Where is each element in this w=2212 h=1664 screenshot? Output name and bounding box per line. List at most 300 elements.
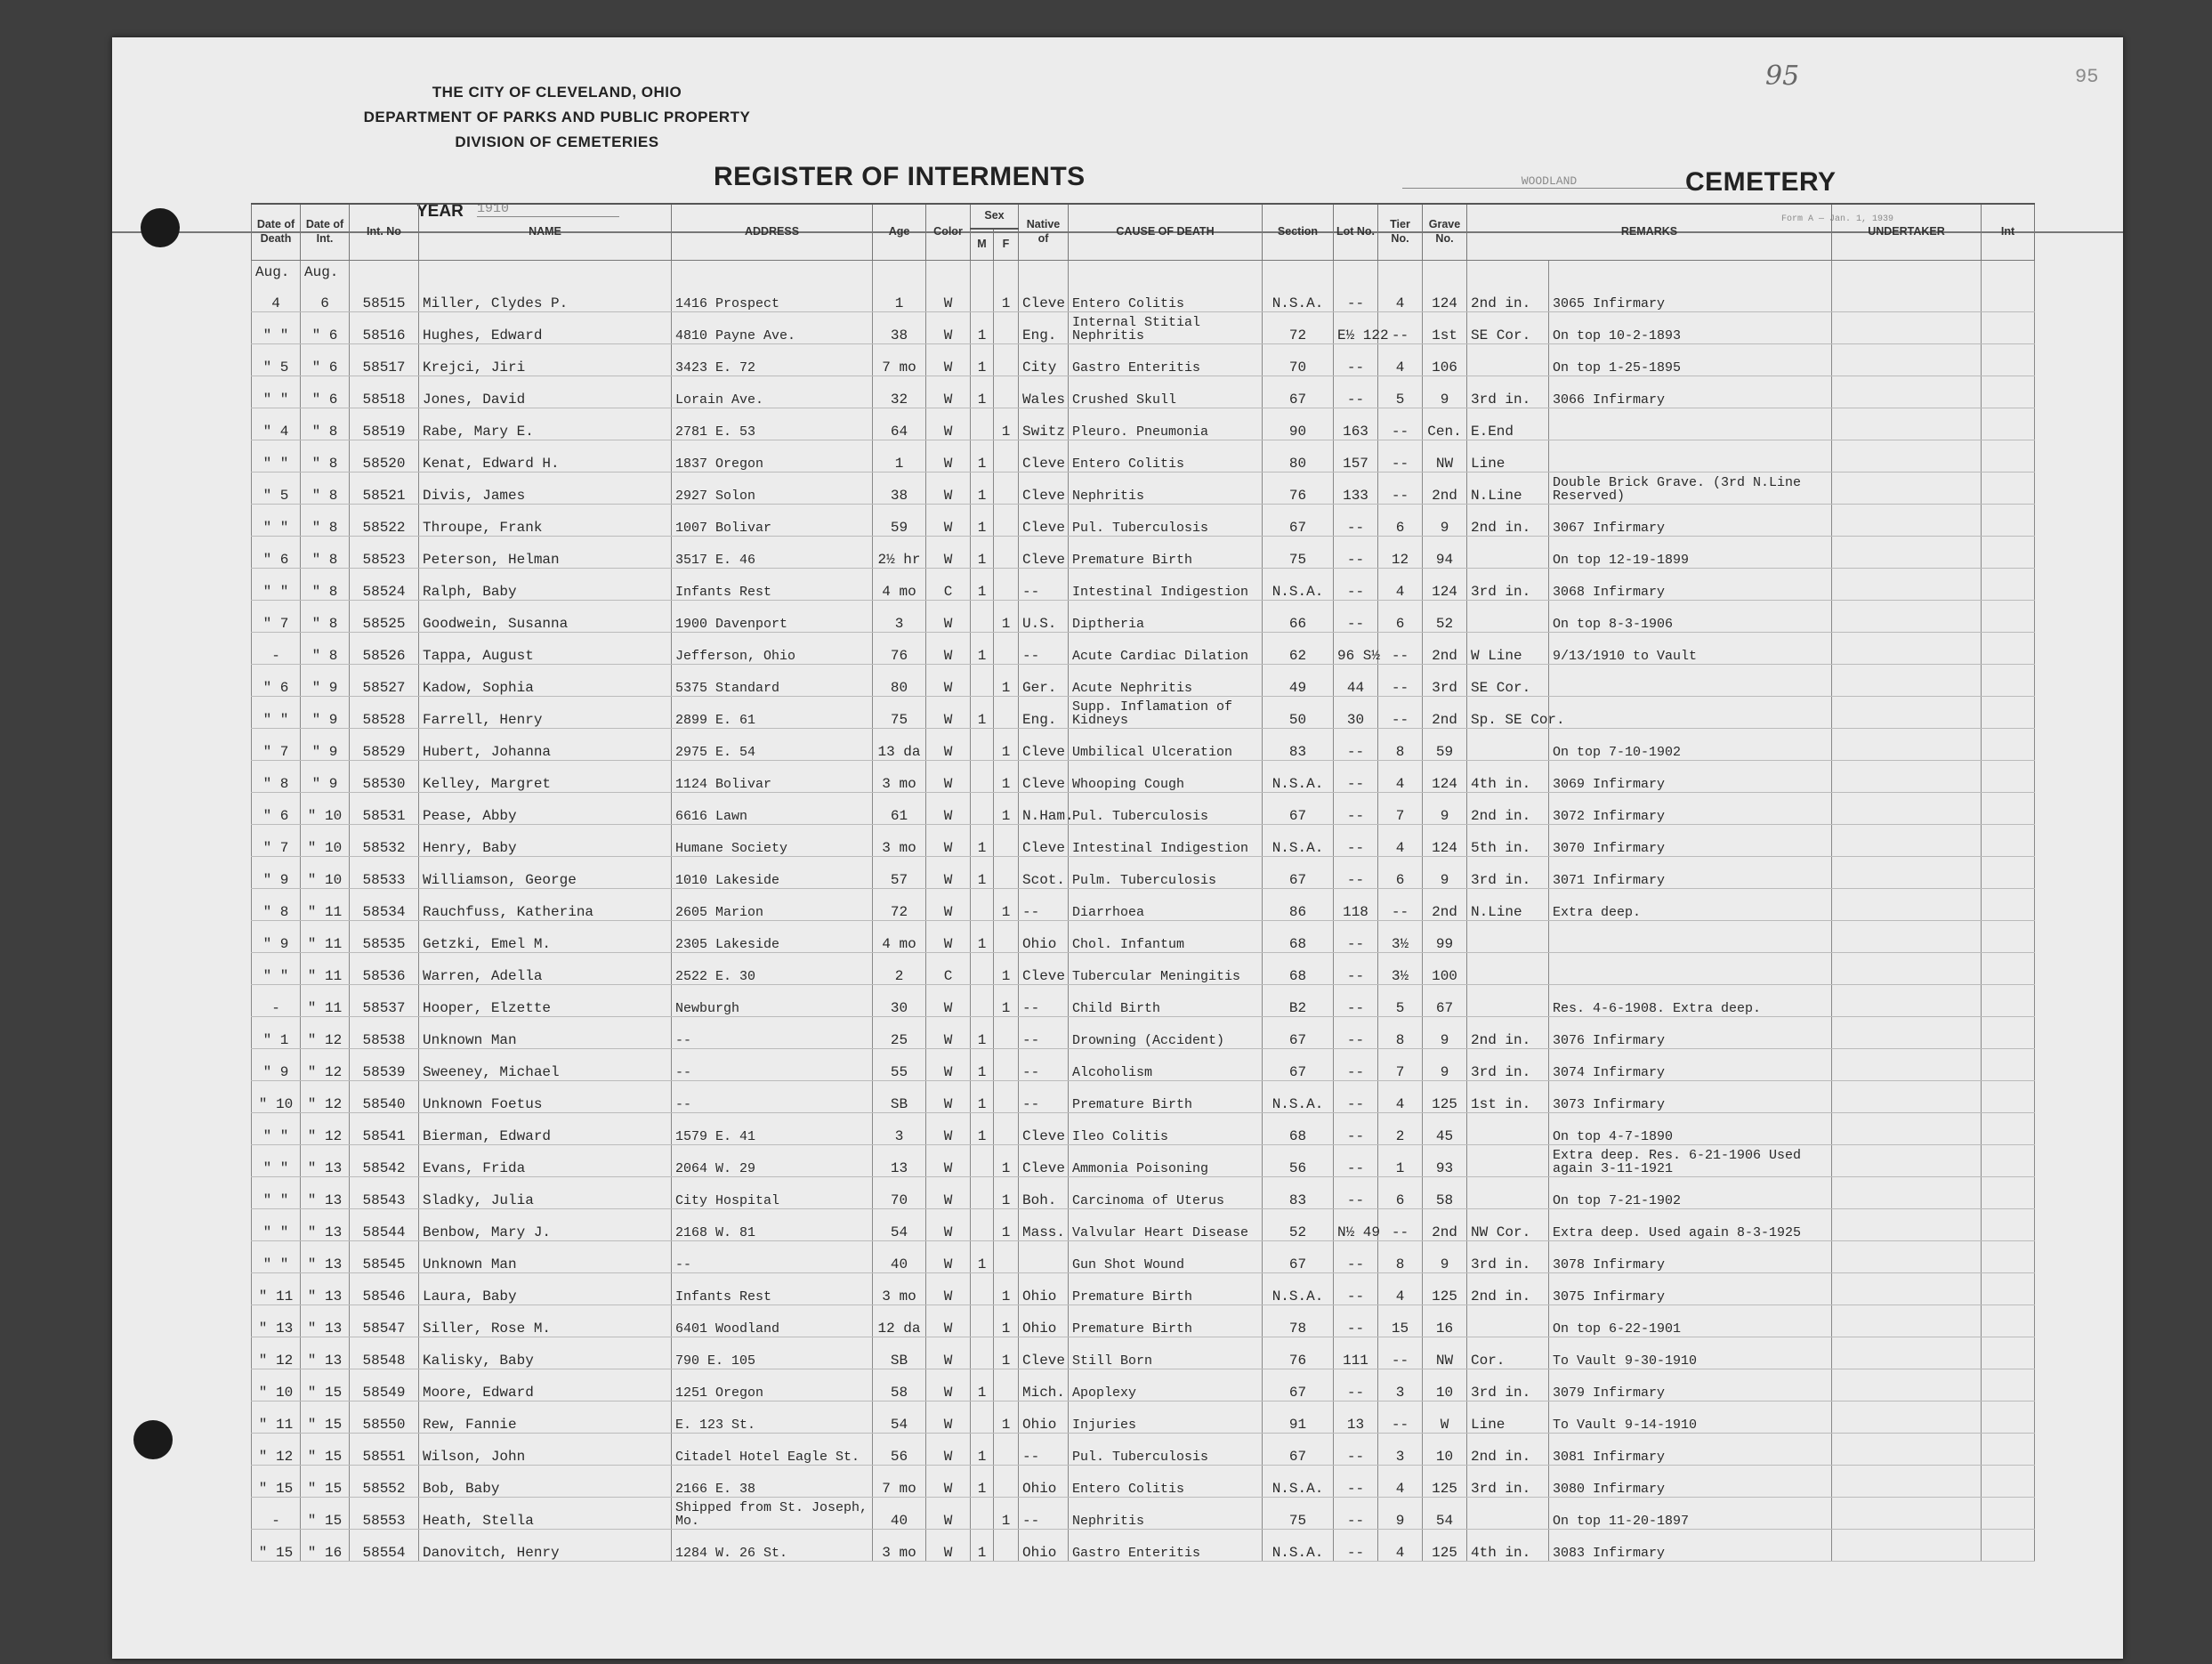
cell-age: 7 mo — [873, 1466, 926, 1498]
cell-color: W — [926, 312, 971, 344]
cell-undertaker — [1832, 921, 1982, 953]
cell-grave: 10 — [1423, 1434, 1467, 1466]
cell-undertaker — [1832, 857, 1982, 889]
cell-native: Cleve — [1019, 1337, 1069, 1369]
cell-date-death: - — [252, 1498, 301, 1530]
cell-last — [1982, 601, 2035, 633]
cell-sex-f: 1 — [994, 665, 1019, 697]
cell-section: 56 — [1263, 1145, 1334, 1177]
cell-date-int: " 8 — [301, 408, 350, 440]
cell-remark-position: SE Cor. — [1467, 665, 1549, 697]
cell-undertaker — [1832, 1017, 1982, 1049]
cell-cause: Supp. Inflamation of Kidneys — [1069, 697, 1263, 729]
cell-grave: 2nd — [1423, 697, 1467, 729]
cell-lot: E½ 122 — [1334, 312, 1378, 344]
cell-int-no: 58550 — [350, 1401, 419, 1434]
cell-lot: -- — [1334, 1049, 1378, 1081]
cell-native: Ohio — [1019, 1273, 1069, 1305]
cell-sex-m — [971, 889, 994, 921]
cell-last — [1982, 1466, 2035, 1498]
col-sex: Sex — [971, 204, 1019, 229]
cell-tier: 2 — [1378, 1113, 1423, 1145]
cell-grave: 9 — [1423, 1241, 1467, 1273]
cell-age: 2 — [873, 953, 926, 985]
cell-remark-position: 2nd in. — [1467, 793, 1549, 825]
cell-sex-m: 1 — [971, 1530, 994, 1562]
register-row — [252, 633, 2035, 665]
cell-remark-position: Line — [1467, 440, 1549, 473]
cell-tier: -- — [1378, 1337, 1423, 1369]
cell-sex-m: 1 — [971, 825, 994, 857]
cell-date-death: " " — [252, 1177, 301, 1209]
cell-section: 72 — [1263, 312, 1334, 344]
cell-last — [1982, 1498, 2035, 1530]
cell-sex-f — [994, 825, 1019, 857]
cell-address: 1007 Bolivar — [672, 505, 873, 537]
cell-int-no: 58540 — [350, 1081, 419, 1113]
cell-remark-position — [1467, 921, 1549, 953]
cell-age: 38 — [873, 473, 926, 505]
cell-cause: Diptheria — [1069, 601, 1263, 633]
cell-address: 2064 W. 29 — [672, 1145, 873, 1177]
cell-sex-m — [971, 1401, 994, 1434]
cell-sex-f: 1 — [994, 1498, 1019, 1530]
cell-last — [1982, 697, 2035, 729]
cell-date-death: " 11 — [252, 1401, 301, 1434]
cell-color: W — [926, 1241, 971, 1273]
col-sex-m: M — [971, 229, 994, 261]
cell-native: Eng. — [1019, 312, 1069, 344]
cell-int-no: 58520 — [350, 440, 419, 473]
col-grave: Grave No. — [1423, 204, 1467, 261]
cell-address: 2781 E. 53 — [672, 408, 873, 440]
cell-sex-m: 1 — [971, 505, 994, 537]
cell-native: Mich. — [1019, 1369, 1069, 1401]
cell-undertaker — [1832, 1530, 1982, 1562]
cell-undertaker — [1832, 697, 1982, 729]
cell-date-int: " 15 — [301, 1466, 350, 1498]
cell-int-no: 58523 — [350, 537, 419, 569]
cell-sex-m — [971, 729, 994, 761]
cell-cause: Gastro Enteritis — [1069, 1530, 1263, 1562]
cell-date-death: " 9 — [252, 1049, 301, 1081]
register-row — [252, 408, 2035, 440]
register-row — [252, 505, 2035, 537]
cell-cause: Diarrhoea — [1069, 889, 1263, 921]
cell-tier: 4 — [1378, 825, 1423, 857]
cell-tier: 6 — [1378, 1177, 1423, 1209]
cell-lot: -- — [1334, 761, 1378, 793]
cell-native: Cleve — [1019, 473, 1069, 505]
cell-age: 64 — [873, 408, 926, 440]
cell-tier: 8 — [1378, 1017, 1423, 1049]
cell-remark-position: NW Cor. — [1467, 1209, 1549, 1241]
cell-sex-f — [994, 921, 1019, 953]
register-row — [252, 1241, 2035, 1273]
cell-native: -- — [1019, 1434, 1069, 1466]
cell-grave: 10 — [1423, 1369, 1467, 1401]
cell-color: W — [926, 1273, 971, 1305]
cell-name: Ralph, Baby — [419, 569, 672, 601]
cell-lot: -- — [1334, 857, 1378, 889]
cell-name: Kelley, Margret — [419, 761, 672, 793]
cell-native: Cleve — [1019, 953, 1069, 985]
cell-tier: -- — [1378, 1209, 1423, 1241]
cell-last — [1982, 761, 2035, 793]
cell-address: 2927 Solon — [672, 473, 873, 505]
cell-last — [1982, 1017, 2035, 1049]
cell-section: 67 — [1263, 376, 1334, 408]
cell-color: W — [926, 889, 971, 921]
cell-date-death: " " — [252, 1113, 301, 1145]
cell-sex-f: 1 — [994, 1145, 1019, 1177]
cell-age: 3 — [873, 601, 926, 633]
cell-address: Citadel Hotel Eagle St. — [672, 1434, 873, 1466]
cell-sex-f — [994, 1049, 1019, 1081]
cell-address: 2605 Marion — [672, 889, 873, 921]
cell-int-no: 58547 — [350, 1305, 419, 1337]
cell-age: 30 — [873, 985, 926, 1017]
cell-date-int: " 11 — [301, 889, 350, 921]
cell-sex-f — [994, 537, 1019, 569]
cell-native: -- — [1019, 1017, 1069, 1049]
cell-section: N.S.A. — [1263, 761, 1334, 793]
cell-name: Rabe, Mary E. — [419, 408, 672, 440]
cell-name: Krejci, Jiri — [419, 344, 672, 376]
cell-address: Humane Society — [672, 825, 873, 857]
cell-name: Farrell, Henry — [419, 697, 672, 729]
cell-section: 67 — [1263, 1369, 1334, 1401]
cell-last — [1982, 793, 2035, 825]
register-row — [252, 312, 2035, 344]
cell-last — [1982, 1434, 2035, 1466]
register-row — [252, 1434, 2035, 1466]
cell-remark-note — [1549, 440, 1832, 473]
cell-undertaker — [1832, 1466, 1982, 1498]
cell-last — [1982, 1177, 2035, 1209]
cell-native: -- — [1019, 889, 1069, 921]
cell-color: W — [926, 408, 971, 440]
cell-grave: 93 — [1423, 1145, 1467, 1177]
cell-date-death: " 8 — [252, 889, 301, 921]
cell-undertaker — [1832, 408, 1982, 440]
cell-remark-note: Extra deep. — [1549, 889, 1832, 921]
cell-native: Cleve — [1019, 505, 1069, 537]
cell-undertaker — [1832, 633, 1982, 665]
cell-sex-m — [971, 601, 994, 633]
cell-age: 76 — [873, 633, 926, 665]
cell-lot: -- — [1334, 1081, 1378, 1113]
cell-remark-position: 3rd in. — [1467, 857, 1549, 889]
cell-sex-m — [971, 985, 994, 1017]
cell-lot: -- — [1334, 569, 1378, 601]
cell-sex-m: 1 — [971, 312, 994, 344]
cell-int-no: 58528 — [350, 697, 419, 729]
cell-date-int: " 10 — [301, 857, 350, 889]
cell-remark-note — [1549, 921, 1832, 953]
register-row — [252, 921, 2035, 953]
cell-sex-m: 1 — [971, 857, 994, 889]
cell-address: 790 E. 105 — [672, 1337, 873, 1369]
cell-color: W — [926, 825, 971, 857]
cell-remark-position: 4th in. — [1467, 1530, 1549, 1562]
cell-address: 6616 Lawn — [672, 793, 873, 825]
cell-remark-note: On top 7-21-1902 — [1549, 1177, 1832, 1209]
cell-lot: -- — [1334, 601, 1378, 633]
cell-sex-m — [971, 665, 994, 697]
cell-cause: Nephritis — [1069, 1498, 1263, 1530]
cell-tier: 3 — [1378, 1369, 1423, 1401]
cell-grave: 124 — [1423, 280, 1467, 312]
cell-address: -- — [672, 1241, 873, 1273]
cell-age: 72 — [873, 889, 926, 921]
cell-age: 75 — [873, 697, 926, 729]
cell-sex-f — [994, 1530, 1019, 1562]
cell-color: W — [926, 633, 971, 665]
cell-native: U.S. — [1019, 601, 1069, 633]
cell-date-int: " 8 — [301, 505, 350, 537]
cell-remark-note: On top 4-7-1890 — [1549, 1113, 1832, 1145]
cell-address: 1284 W. 26 St. — [672, 1530, 873, 1562]
cell-tier: 4 — [1378, 1081, 1423, 1113]
cell-color: W — [926, 1113, 971, 1145]
cell-age: 61 — [873, 793, 926, 825]
cell-remark-note: 3065 Infirmary — [1549, 280, 1832, 312]
cell-remark-note: On top 1-25-1895 — [1549, 344, 1832, 376]
cell-age: 54 — [873, 1209, 926, 1241]
cell-date-death: " 10 — [252, 1081, 301, 1113]
cell-tier: -- — [1378, 889, 1423, 921]
cell-age: 59 — [873, 505, 926, 537]
cell-section: N.S.A. — [1263, 280, 1334, 312]
cell-remark-note: 3083 Infirmary — [1549, 1530, 1832, 1562]
cell-cause: Premature Birth — [1069, 537, 1263, 569]
cell-undertaker — [1832, 344, 1982, 376]
cell-section: 70 — [1263, 344, 1334, 376]
cell-age: 3 — [873, 1113, 926, 1145]
cell-grave: 9 — [1423, 1049, 1467, 1081]
cell-lot: 96 S½ — [1334, 633, 1378, 665]
cell-remark-position: 2nd in. — [1467, 1017, 1549, 1049]
cell-remark-position — [1467, 537, 1549, 569]
cell-remark-position: 2nd in. — [1467, 1273, 1549, 1305]
register-row — [252, 665, 2035, 697]
cell-sex-f: 1 — [994, 761, 1019, 793]
cell-age: 80 — [873, 665, 926, 697]
cell-date-int: " 13 — [301, 1209, 350, 1241]
cell-sex-f: 1 — [994, 408, 1019, 440]
cell-date-death: " " — [252, 376, 301, 408]
cell-section: 66 — [1263, 601, 1334, 633]
cell-sex-m — [971, 280, 994, 312]
cell-last — [1982, 857, 2035, 889]
cell-remark-position: 2nd in. — [1467, 1434, 1549, 1466]
cell-date-int: " 15 — [301, 1401, 350, 1434]
cell-cause: Pul. Tuberculosis — [1069, 505, 1263, 537]
cell-tier: -- — [1378, 1401, 1423, 1434]
cell-last — [1982, 1530, 2035, 1562]
cell-undertaker — [1832, 1081, 1982, 1113]
cell-age: 1 — [873, 280, 926, 312]
cell-undertaker — [1832, 1369, 1982, 1401]
cell-tier: 8 — [1378, 729, 1423, 761]
cell-tier: 4 — [1378, 761, 1423, 793]
cell-remark-position: 4th in. — [1467, 761, 1549, 793]
cell-grave: 2nd — [1423, 633, 1467, 665]
cemetery-label: CEMETERY — [1685, 167, 1837, 197]
cell-section: 68 — [1263, 921, 1334, 953]
col-remarks: REMARKS — [1467, 204, 1832, 261]
cell-sex-f — [994, 633, 1019, 665]
cell-name: Bob, Baby — [419, 1466, 672, 1498]
cell-date-int: " 13 — [301, 1177, 350, 1209]
cell-tier: -- — [1378, 697, 1423, 729]
cell-address: 1124 Bolivar — [672, 761, 873, 793]
cell-undertaker — [1832, 440, 1982, 473]
cell-sex-m: 1 — [971, 537, 994, 569]
cell-sex-f: 1 — [994, 889, 1019, 921]
cell-grave: 9 — [1423, 793, 1467, 825]
register-row — [252, 344, 2035, 376]
cell-cause: Ileo Colitis — [1069, 1113, 1263, 1145]
cell-age: 58 — [873, 1369, 926, 1401]
register-row — [252, 825, 2035, 857]
cell-date-int: " 15 — [301, 1498, 350, 1530]
cell-native: Wales — [1019, 376, 1069, 408]
cell-date-int: " 6 — [301, 344, 350, 376]
cell-age: 3 mo — [873, 825, 926, 857]
cell-remark-position: W Line — [1467, 633, 1549, 665]
cell-sex-m — [971, 761, 994, 793]
cell-remark-note: 3078 Infirmary — [1549, 1241, 1832, 1273]
cell-section: 90 — [1263, 408, 1334, 440]
cell-undertaker — [1832, 473, 1982, 505]
cell-undertaker — [1832, 1305, 1982, 1337]
cell-age: 7 mo — [873, 344, 926, 376]
cell-color: W — [926, 376, 971, 408]
cell-last — [1982, 889, 2035, 921]
cell-name: Hooper, Elzette — [419, 985, 672, 1017]
cell-int-no: 58534 — [350, 889, 419, 921]
cell-remark-position — [1467, 1305, 1549, 1337]
cell-address: 2975 E. 54 — [672, 729, 873, 761]
cell-native: Cleve — [1019, 729, 1069, 761]
cell-sex-f — [994, 1017, 1019, 1049]
cell-cause: Gun Shot Wound — [1069, 1241, 1263, 1273]
cell-name: Divis, James — [419, 473, 672, 505]
cell-sex-m — [971, 1145, 994, 1177]
cell-last — [1982, 312, 2035, 344]
cell-sex-f: 1 — [994, 793, 1019, 825]
cell-native: -- — [1019, 1498, 1069, 1530]
col-date-int: Date of Int. — [301, 204, 350, 261]
cell-section: 68 — [1263, 1113, 1334, 1145]
cell-date-int: " 10 — [301, 793, 350, 825]
cell-sex-f: 1 — [994, 985, 1019, 1017]
cell-int-no: 58539 — [350, 1049, 419, 1081]
cell-sex-f — [994, 440, 1019, 473]
cell-int-no: 58551 — [350, 1434, 419, 1466]
cell-date-death: " 7 — [252, 601, 301, 633]
cell-address: Infants Rest — [672, 1273, 873, 1305]
cell-undertaker — [1832, 761, 1982, 793]
cell-remark-note: Res. 4-6-1908. Extra deep. — [1549, 985, 1832, 1017]
cell-native: -- — [1019, 985, 1069, 1017]
cell-sex-f — [994, 1434, 1019, 1466]
cell-native: N.Ham. — [1019, 793, 1069, 825]
cell-int-no: 58537 — [350, 985, 419, 1017]
cell-int-no: 58515 — [350, 280, 419, 312]
cell-date-int: " 8 — [301, 569, 350, 601]
cell-sex-m: 1 — [971, 1081, 994, 1113]
cell-remark-note: 3079 Infirmary — [1549, 1369, 1832, 1401]
cell-remark-note: 3073 Infirmary — [1549, 1081, 1832, 1113]
cell-tier: 5 — [1378, 985, 1423, 1017]
cell-last — [1982, 1145, 2035, 1177]
cell-lot: -- — [1334, 1466, 1378, 1498]
cell-color: W — [926, 1401, 971, 1434]
cell-color: W — [926, 601, 971, 633]
cell-remark-note: To Vault 9-30-1910 — [1549, 1337, 1832, 1369]
cell-lot: 157 — [1334, 440, 1378, 473]
register-row — [252, 1049, 2035, 1081]
cell-int-no: 58542 — [350, 1145, 419, 1177]
cell-remark-note: On top 6-22-1901 — [1549, 1305, 1832, 1337]
city-title: THE CITY OF CLEVELAND, OHIO — [432, 84, 682, 101]
cell-int-no: 58548 — [350, 1337, 419, 1369]
cell-undertaker — [1832, 1401, 1982, 1434]
cell-remark-note: 3074 Infirmary — [1549, 1049, 1832, 1081]
cell-section: 83 — [1263, 1177, 1334, 1209]
cell-sex-m — [971, 1209, 994, 1241]
cell-undertaker — [1832, 312, 1982, 344]
cell-grave: 124 — [1423, 825, 1467, 857]
cell-lot: -- — [1334, 1177, 1378, 1209]
cell-sex-f: 1 — [994, 1305, 1019, 1337]
cell-undertaker — [1832, 953, 1982, 985]
cell-sex-f — [994, 569, 1019, 601]
register-row — [252, 857, 2035, 889]
cell-date-death: " " — [252, 1209, 301, 1241]
cell-lot: -- — [1334, 1530, 1378, 1562]
cell-date-death: " 11 — [252, 1273, 301, 1305]
register-row — [252, 1498, 2035, 1530]
cell-grave: W — [1423, 1401, 1467, 1434]
cell-age: 38 — [873, 312, 926, 344]
cell-section: 86 — [1263, 889, 1334, 921]
cell-sex-m: 1 — [971, 921, 994, 953]
cell-address: 4810 Payne Ave. — [672, 312, 873, 344]
cell-address: 2166 E. 38 — [672, 1466, 873, 1498]
cell-sex-m: 1 — [971, 1369, 994, 1401]
cell-address: Lorain Ave. — [672, 376, 873, 408]
cell-undertaker — [1832, 729, 1982, 761]
cell-undertaker — [1832, 505, 1982, 537]
cell-sex-m: 1 — [971, 1241, 994, 1273]
cell-date-death: " " — [252, 312, 301, 344]
cell-undertaker — [1832, 1434, 1982, 1466]
cell-grave: 99 — [1423, 921, 1467, 953]
cell-remark-position: 3rd in. — [1467, 1241, 1549, 1273]
cell-last — [1982, 729, 2035, 761]
cell-address: -- — [672, 1081, 873, 1113]
cell-sex-m — [971, 408, 994, 440]
cell-int-no: 58530 — [350, 761, 419, 793]
cell-lot: -- — [1334, 1305, 1378, 1337]
cell-remark-note: 3070 Infirmary — [1549, 825, 1832, 857]
cell-remark-note: On top 7-10-1902 — [1549, 729, 1832, 761]
cell-date-death: " 7 — [252, 729, 301, 761]
